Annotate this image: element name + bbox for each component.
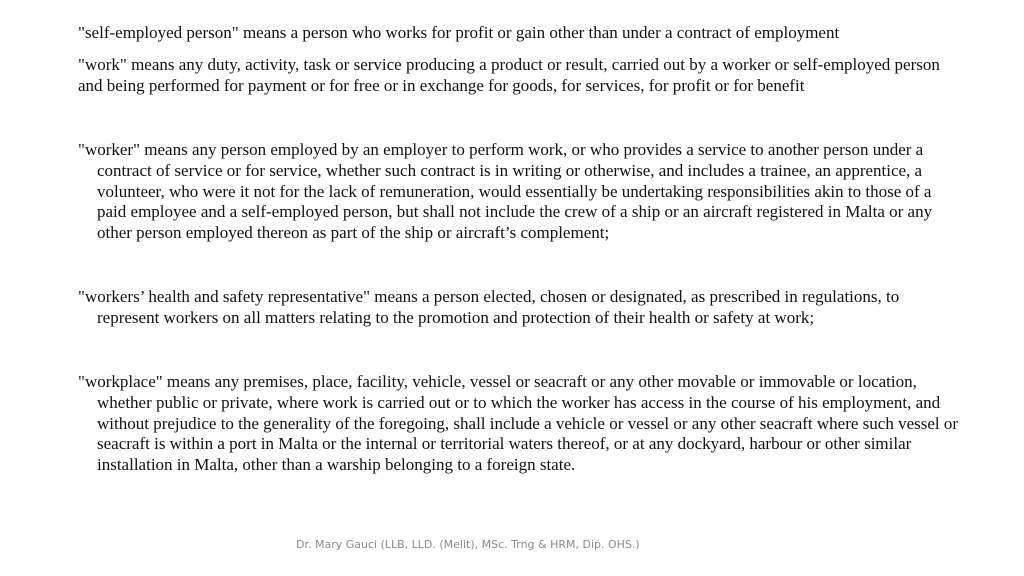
definition-worker: "worker" means any person employed by an employer to perform work, or who provides a service to another person under a contract of service or for service, whether such contract is in writing or otherwise, and includes a trainee, an apprentice, a volunteer, who were it not for the lack of remuneration, would essentially be undertaking responsibilities akin to those of a paid employee and a self-employed person, but shall not include the crew of a ship or an aircraft registered in Malta or any other person employed thereon as part of the ship or aircraft’s complement; bbox=[78, 140, 933, 243]
definition-workplace: "workplace" means any premises, place, facility, vehicle, vessel or seacraft or any other movable or immovable or location, whether public or private, where work is carried out or to which the worker has access in the course of his employment, and without prejudice to the generality of the foregoing, shall include a vehicle or vessel or any other seacraft where such vessel or seacraft is within a port in Malta or the internal or territorial waters thereof, or at any dockyard, harbour or other similar installation in Malta, other than a warship belonging to a foreign state. bbox=[78, 372, 959, 475]
definition-work: "work" means any duty, activity, task or service producing a product or result, carried out by a worker or self-employed person and being performed for payment or for free or in exchange for goods, for services, for profit or for benefit bbox=[78, 55, 940, 95]
footer-author: Dr. Mary Gauci (LLB, LLD. (Melit), MSc. Trng & HRM, Dip. OHS.) bbox=[296, 538, 640, 551]
definition-health-safety-representative: "workers’ health and safety representative" means a person elected, chosen or designated, as prescribed in regulations, to represent workers on all matters relating to the promotion and protection of their health or safety at work; bbox=[78, 287, 900, 327]
definition-self-employed-person: "self-employed person" means a person who works for profit or gain other than under a contract of employment bbox=[78, 23, 840, 42]
